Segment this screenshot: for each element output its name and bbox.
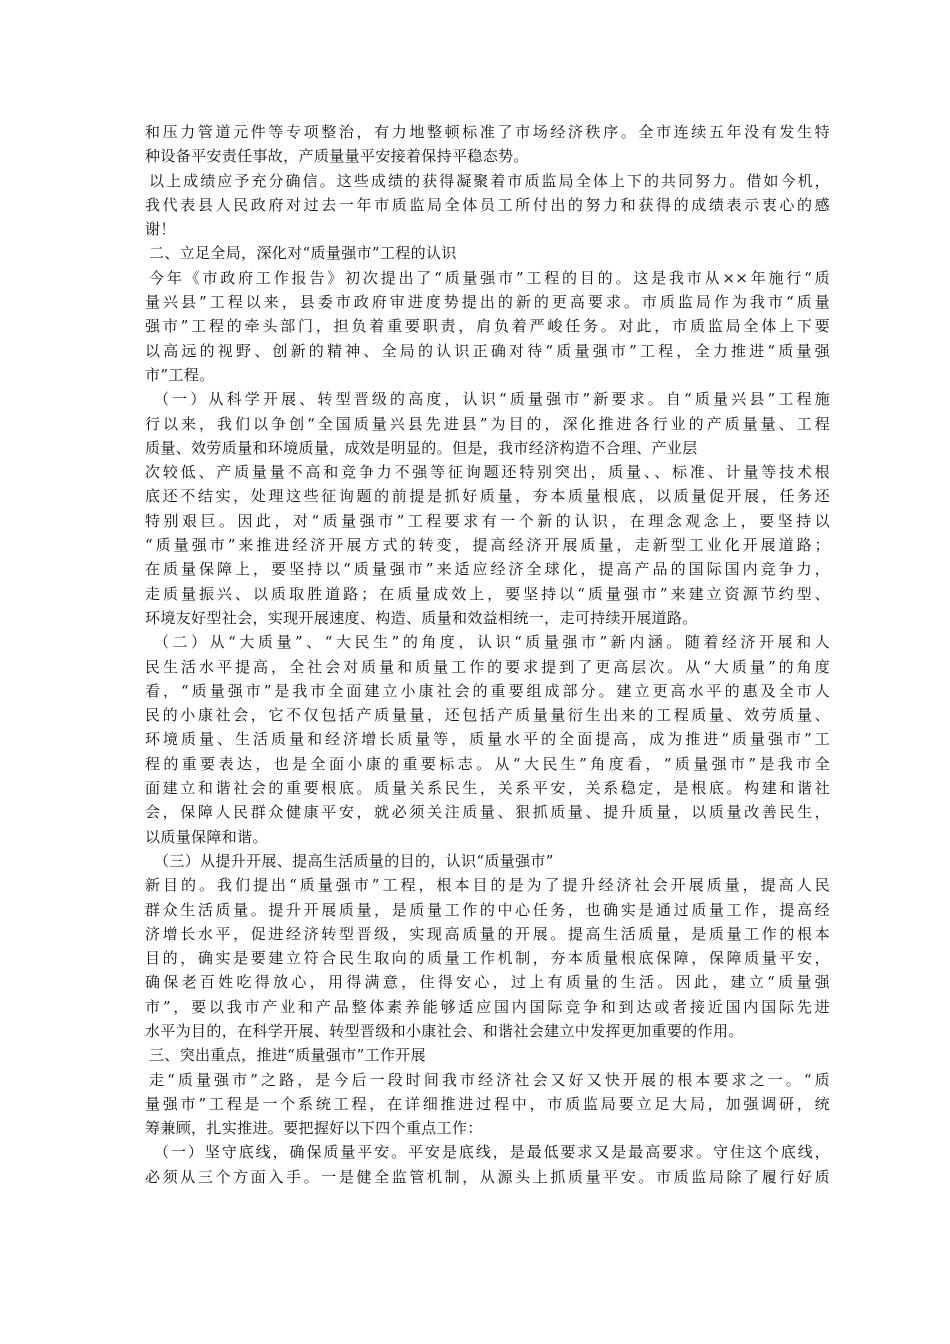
text-line: 群众生活质量。提升开展质量，是质量工作的中心任务，也确实是通过质量工作，提高经 [145, 900, 830, 919]
text-line: 济增长水平，促进经济转型晋级，实现高质量的开展。提高生活质量，是质量工作的根本 [145, 924, 830, 943]
text-line: 筹兼顾，扎实推进。要把握好以下四个重点工作： [145, 1119, 483, 1138]
text-line: 以上成绩应予充分确信。这些成绩的获得凝聚着市质监局全体上下的共同努力。借如今机， [149, 171, 830, 190]
text-line: “质量强市”来推进经济开展方式的转变，提高经济开展质量，走新型工业化开展道路； [145, 536, 830, 555]
text-line: 确保老百姓吃得放心，用得满意，住得安心，过上有质量的生活。因此，建立“质量强 [145, 973, 830, 992]
text-line: 和压力管道元件等专项整治，有力地整顿标准了市场经济秩序。全市连续五年没有发生特 [145, 123, 830, 141]
text-line: 种设备平安责任事故，产质量量平安接着保持平稳态势。 [145, 147, 529, 166]
text-line: 在质量保障上，要坚持以“质量强市”来适应经济全球化，提高产品的国际国内竞争力， [145, 560, 830, 579]
text-line: 会，保障人民群众健康平安，就必须关注质量、狠抓质量、提升质量，以质量改善民生， [145, 803, 830, 822]
text-line: 底还不结实，处理这些征询题的前提是抓好质量，夯本质量根底，以质量促开展，任务还 [145, 487, 830, 506]
text-line: 民的小康社会，它不仅包括产质量量，还包括产质量量衍生出来的工程质量、效劳质量、 [145, 706, 830, 725]
text-line: （一）坚守底线，确保质量平安。平安是底线，是最低要求又是最高要求。守住这个底线， [154, 1143, 830, 1162]
text-line: 必须从三个方面入手。一是健全监管机制，从源头上抓质量平安。市质监局除了履行好质 [145, 1167, 830, 1186]
text-line: 质量、效劳质量和环境质量，成效是明显的。但是，我市经济构造不合理、产业层 [145, 438, 698, 457]
text-line: 今年《市政府工作报告》初次提出了“质量强市”工程的目的。这是我市从××年施行“质 [149, 268, 830, 287]
text-line: 走“质量强市”之路，是今后一段时间我市经济社会又好又快开展的根本要求之一。“质 [149, 1070, 830, 1089]
text-line: 量强市”工程是一个系统工程，在详细推进过程中，市质监局要立足大局，加强调研，统 [145, 1094, 830, 1113]
text-line: 走质量振兴、以质取胜道路；在质量成效上，要坚持以“质量强市”来建立资源节约型、 [145, 584, 830, 603]
text-line: 新目的。我们提出“质量强市”工程，根本目的是为了提升经济社会开展质量，提高人民 [145, 876, 830, 895]
text-line: 环境质量、生活质量和经济增长质量等，质量水平的全面提高，成为推进“质量强市”工 [145, 730, 830, 749]
text-line: 程的重要表达，也是全面小康的重要标志。从“大民生”角度看，“质量强市”是我市全 [145, 754, 830, 773]
text-line: 强市”工程的牵头部门，担负着重要职责，肩负着严峻任务。对此，市质监局全体上下要 [145, 317, 830, 336]
text-line: 以高远的视野、创新的精神、全局的认识正确对待“质量强市”工程，全力推进“质量强 [145, 341, 830, 360]
text-line: 我代表县人民政府对过去一年市质监局全体员工所付出的努力和获得的成绩表示衷心的感 [145, 195, 830, 214]
text-line: 目的，确实是要建立符合民生取向的质量工作机制，夯本质量根底保障，保障质量平安， [145, 949, 830, 968]
text-line: （三）从提升开展、提高生活质量的目的，认识“质量强市” [154, 851, 554, 870]
text-line: 谢！ [145, 220, 176, 239]
text-line: 看，“质量强市”是我市全面建立小康社会的重要组成部分。建立更高水平的惠及全市人 [145, 681, 830, 700]
text-line: 行以来，我们以争创“全国质量兴县先进县”为目的，深化推进各行业的产质量量、工程 [145, 414, 830, 433]
text-line: （二）从“大质量”、“大民生”的角度，认识“质量强市”新内涵。随着经济开展和人 [154, 633, 830, 652]
section-heading: 二、立足全局，深化对“质量强市”工程的认识 [149, 244, 457, 263]
text-line: 水平为目的，在科学开展、转型晋级和小康社会、和谐社会建立中发挥更加重要的作用。 [145, 1021, 744, 1040]
text-line: 以质量保障和谐。 [145, 827, 268, 846]
text-line: 市”，要以我市产业和产品整体素养能够适应国内国际竞争和到达或者接近国内国际先进 [145, 997, 830, 1016]
text-line: （一）从科学开展、转型晋级的高度，认识“质量强市”新要求。自“质量兴县”工程施 [154, 390, 830, 409]
text-line: 次较低、产质量量不高和竞争力不强等征询题还特别突出，质量、、标准、计量等技术根 [145, 463, 830, 482]
text-line: 特别艰巨。因此，对“质量强市”工程要求有一个新的认识，在理念观念上，要坚持以 [145, 511, 830, 530]
text-line: 民生活水平提高，全社会对质量和质量工作的要求提到了更高层次。从“大质量”的角度 [145, 657, 830, 676]
section-heading: 三、突出重点，推进“质量强市”工作开展 [149, 1046, 426, 1065]
text-line: 环境友好型社会，实现开展速度、构造、质量和效益相统一，走可持续开展道路。 [145, 608, 698, 627]
text-line: 市”工程。 [145, 365, 215, 384]
text-line: 面建立和谐社会的重要根底。质量关系民生，关系平安，关系稳定，是根底。构建和谐社 [145, 779, 830, 798]
text-line: 量兴县”工程以来，县委市政府审进度势提出的新的更高要求。市质监局作为我市“质量 [145, 293, 830, 312]
document-page [145, 120, 830, 1189]
